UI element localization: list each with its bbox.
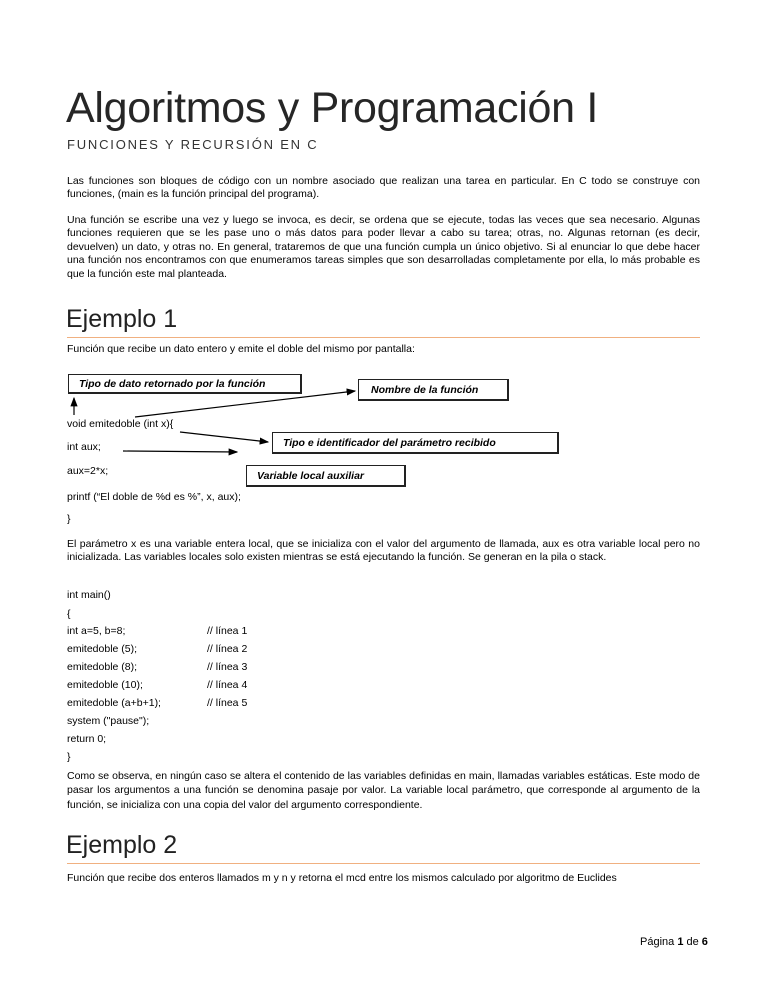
- annotation-parameter: Tipo e identificador del parámetro recibido: [272, 432, 559, 454]
- conclusion-paragraph: Como se observa, en ningún caso se altera el contenido de las variables definidas en main, llamadas variables estáticas. Este modo de pasar los argumentos a una función se denomina pasaje por valor. La variable local parámetro, que corresponde al argumento de la función, se inicializa con una copia del valor del argumento correspondiente.: [67, 770, 700, 811]
- heading-rule: [67, 863, 700, 864]
- intro-paragraph: Las funciones son bloques de código con un nombre asociado que realizan una tarea en particular. En C todo se construye con funciones, (main es la función principal del programa).: [67, 175, 700, 201]
- ejemplo1-description: Función que recibe un dato entero y emite el doble del mismo por pantalla:: [67, 343, 415, 355]
- main-code-line: int a=5, b=8;: [67, 625, 126, 637]
- explanation-paragraph: El parámetro x es una variable entera local, que se inicializa con el valor del argumento de llamada, aux es otra variable local pero no inicializada. Las variables locales solo existen mientras se está ejecutando la función. Se generan en la pila o stack.: [67, 538, 700, 564]
- document-title: Algoritmos y Programación I: [66, 84, 598, 132]
- arrow-parameter: [180, 432, 268, 442]
- code-comment: // línea 2: [207, 643, 248, 655]
- arrow-local-variable: [123, 451, 237, 452]
- annotation-local-variable: Variable local auxiliar: [246, 465, 406, 487]
- code-comment: // línea 5: [207, 697, 248, 709]
- code-comment: // línea 3: [207, 661, 248, 673]
- main-code-line: return 0;: [67, 733, 107, 745]
- main-code-line: emitedoble (8);: [67, 661, 138, 673]
- ejemplo2-description: Función que recibe dos enteros llamados m y n y retorna el mcd entre los mismos calculado por algoritmo de Euclides: [67, 872, 617, 884]
- main-code-line: int main(): [67, 589, 111, 601]
- section-heading-ejemplo-2: Ejemplo 2: [66, 831, 178, 859]
- document-subtitle: FUNCIONES Y RECURSIÓN EN C: [67, 137, 319, 152]
- page-separator: de: [683, 936, 702, 948]
- page-number: [640, 936, 708, 949]
- annotation-return-type: Tipo de dato retornado por la función: [68, 374, 302, 394]
- code-line: aux=2*x;: [67, 465, 109, 477]
- main-code-line: {: [67, 608, 71, 620]
- current-page: 1: [677, 936, 684, 948]
- main-code-line: emitedoble (5);: [67, 643, 138, 655]
- arrow-function-name: [135, 391, 355, 417]
- intro-paragraph: Una función se escribe una vez y luego se invoca, es decir, se ordena que se ejecute, todas las veces que sea necesario. Algunas funciones requieren que se les pase uno o más datos para poder llevar a cabo su tarea; otras, no. Algunas retornan (es decir, devuelven) un dato, y otras no. En general, trataremos de que una función cumpla un único objetivo. Si al enunciar lo que debe hacer una función nos encontramos con que enumeramos tareas simples que son desarrolladas completamente por ella, lo más probable es que la función este mal planteada.: [67, 214, 700, 280]
- main-code-line: emitedoble (10);: [67, 679, 143, 691]
- main-code-line: }: [67, 751, 71, 763]
- code-line: void emitedoble (int x){: [67, 418, 174, 430]
- code-line: }: [67, 513, 71, 525]
- code-comment: // línea 1: [207, 625, 248, 637]
- code-comment: // línea 4: [207, 679, 248, 691]
- page-label: Página: [640, 936, 678, 948]
- total-pages: 6: [701, 936, 708, 948]
- code-line: printf (“El doble de %d es %”, x, aux);: [67, 491, 241, 503]
- section-heading-ejemplo-1: Ejemplo 1: [66, 305, 178, 333]
- main-code-line: system ("pause");: [67, 715, 150, 727]
- annotation-function-name: Nombre de la función: [358, 379, 509, 401]
- code-line: int aux;: [67, 441, 101, 453]
- main-code-line: emitedoble (a+b+1);: [67, 697, 161, 709]
